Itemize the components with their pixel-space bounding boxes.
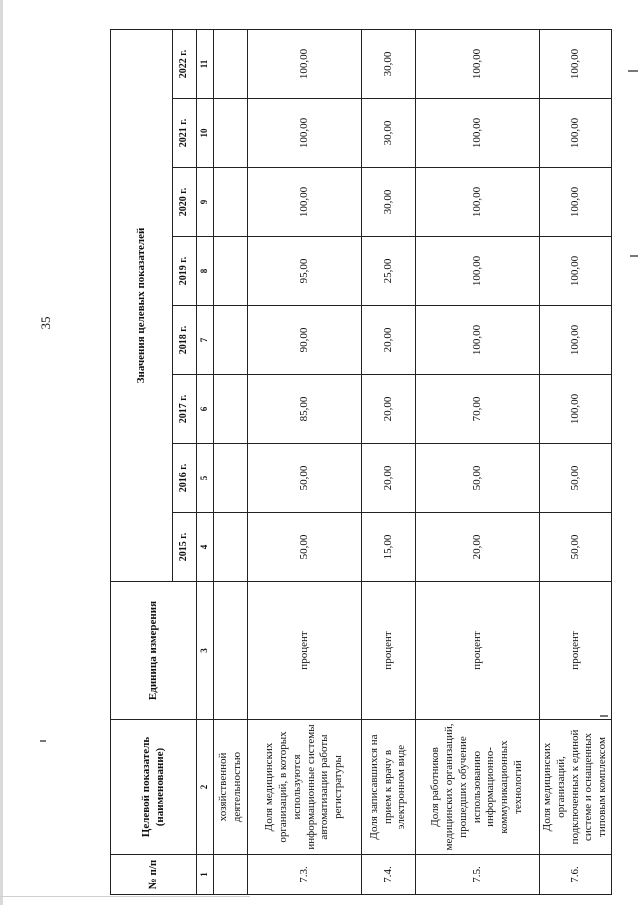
- value-cell: 30,00: [362, 29, 416, 98]
- value-cell: 50,00: [540, 444, 612, 513]
- row-number: 7.6.: [540, 855, 612, 895]
- unit-cell: процент: [248, 582, 362, 720]
- table-row: [248, 29, 362, 894]
- header-year: 2015 г.: [173, 513, 197, 582]
- header-row-group: [111, 29, 173, 894]
- target-indicators-table: [110, 29, 612, 895]
- value-cell: 100,00: [540, 99, 612, 168]
- column-number: 9: [197, 168, 214, 237]
- header-year: 2021 г.: [173, 99, 197, 168]
- unit-cell: процент: [362, 582, 416, 720]
- scan-edge: [0, 0, 3, 905]
- header-year: 2019 г.: [173, 237, 197, 306]
- row-number: 7.4.: [362, 855, 416, 895]
- row-number: 7.3.: [248, 855, 362, 895]
- column-number: 5: [197, 444, 214, 513]
- value-cell: 100,00: [416, 29, 540, 98]
- column-number: 10: [197, 99, 214, 168]
- value-cell: 100,00: [540, 237, 612, 306]
- unit-cell: процент: [540, 582, 612, 720]
- column-number: 4: [197, 513, 214, 582]
- header-year: 2016 г.: [173, 444, 197, 513]
- value-cell: 95,00: [248, 237, 362, 306]
- value-cell: 25,00: [362, 237, 416, 306]
- value-cell: 100,00: [540, 306, 612, 375]
- header-year: 2020 г.: [173, 168, 197, 237]
- value-cell: 100,00: [540, 29, 612, 98]
- column-number: 3: [197, 582, 214, 720]
- table-row: [540, 29, 612, 894]
- value-cell: 100,00: [416, 306, 540, 375]
- value-cell: 100,00: [540, 168, 612, 237]
- value-cell: 100,00: [540, 375, 612, 444]
- column-number: 2: [197, 720, 214, 855]
- header-year: 2017 г.: [173, 375, 197, 444]
- header-values-group: Значения целевых показателей: [111, 29, 173, 581]
- header-year: 2018 г.: [173, 306, 197, 375]
- indicator-name: Доля медицинских организаций, подключенных к единой системе и оснащенных типовым комплексом: [540, 720, 612, 855]
- value-cell: 85,00: [248, 375, 362, 444]
- continuation-text: хозяйственной деятельностью: [214, 720, 248, 855]
- column-number: 6: [197, 375, 214, 444]
- column-number-row: [197, 29, 214, 894]
- scan-bottom-line: [0, 896, 250, 897]
- continuation-row: [214, 29, 248, 894]
- value-cell: 100,00: [248, 99, 362, 168]
- indicator-name: Доля медицинских организаций, в которых используются информационные системы автоматизации работы регистратуры: [248, 720, 362, 855]
- rotated-table-content: [110, 30, 608, 895]
- column-number: 11: [197, 29, 214, 98]
- header-no: № п/п: [111, 855, 197, 895]
- value-cell: 100,00: [248, 168, 362, 237]
- column-number: 1: [197, 855, 214, 895]
- value-cell: 100,00: [416, 237, 540, 306]
- value-cell: 20,00: [362, 444, 416, 513]
- value-cell: 90,00: [248, 306, 362, 375]
- value-cell: 20,00: [362, 375, 416, 444]
- value-cell: 30,00: [362, 99, 416, 168]
- row-number: 7.5.: [416, 855, 540, 895]
- value-cell: 20,00: [362, 306, 416, 375]
- unit-cell: процент: [416, 582, 540, 720]
- indicator-name: Доля работников медицинских организаций, прошедших обучение использованию информационно-коммуникационных технологий: [416, 720, 540, 855]
- value-cell: 30,00: [362, 168, 416, 237]
- value-cell: 100,00: [416, 99, 540, 168]
- value-cell: 50,00: [248, 444, 362, 513]
- value-cell: 50,00: [540, 513, 612, 582]
- value-cell: 70,00: [416, 375, 540, 444]
- value-cell: 50,00: [248, 513, 362, 582]
- scan-speck: [630, 255, 638, 257]
- column-number: 8: [197, 237, 214, 306]
- value-cell: 20,00: [416, 513, 540, 582]
- column-number: 7: [197, 306, 214, 375]
- value-cell: 50,00: [416, 444, 540, 513]
- header-year: 2022 г.: [173, 29, 197, 98]
- header-unit: Единица измерения: [111, 582, 197, 720]
- table-row: [362, 29, 416, 894]
- table-row: [416, 29, 540, 894]
- scan-speck: [40, 740, 46, 742]
- value-cell: 100,00: [416, 168, 540, 237]
- page-number: 35: [38, 316, 53, 330]
- value-cell: 100,00: [248, 29, 362, 98]
- scan-speck: [628, 70, 638, 72]
- rotated-table-frame: [110, 30, 608, 895]
- header-indicator: Целевой показатель (наименование): [111, 720, 197, 855]
- indicator-name: Доля записавшихся на прием к врачу в электронном виде: [362, 720, 416, 855]
- value-cell: 15,00: [362, 513, 416, 582]
